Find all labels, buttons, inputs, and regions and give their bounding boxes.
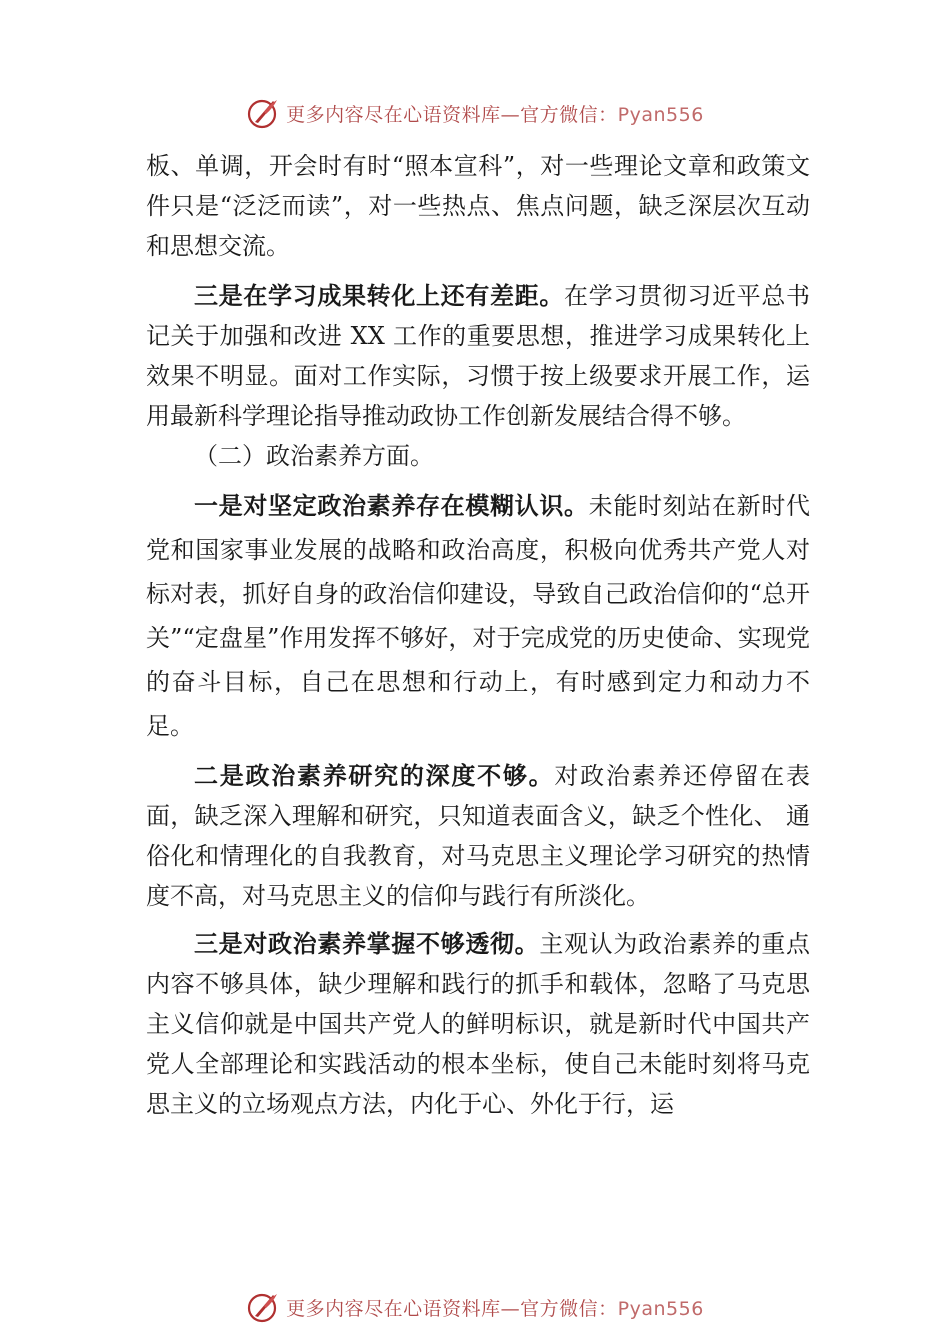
paragraph-lead: 一是对坚定政治素养存在模糊认识。	[194, 492, 589, 520]
paragraph-lead: 三是在学习成果转化上还有差距。	[194, 282, 564, 310]
footer-banner-handle: Pyan556	[617, 1297, 704, 1320]
paragraph-political-research	[146, 756, 810, 916]
section-heading: （二）政治素养方面。	[194, 442, 434, 470]
paragraph-lead: 二是政治素养研究的深度不够。	[194, 762, 555, 790]
quill-logo-icon	[246, 96, 280, 130]
paragraph-continuation: 板、单调，开会时有时“照本宣科”，对一些理论文章和政策文件只是“泛泛而读”，对一些热点、焦点问题，缺乏深层次互动和思想交流。	[146, 152, 810, 260]
footer-banner	[0, 1290, 950, 1324]
paragraph-political-mastery	[146, 924, 810, 1124]
paragraph-political-understanding	[146, 484, 810, 748]
paragraph-text: 主观认为政治素养的重点内容不够具体，缺少理解和践行的抓手和载体，忽略了马克思主义信仰就是中国共产党人的鲜明标识，就是新时代中国共产党人全部理论和实践活动的根本坐标，使自己未能时刻将马克思主义的立场观点方法，内化于心、外化于行，运	[146, 930, 811, 1118]
footer-banner-text: 更多内容尽在心语资料库—官方微信：Pyan556	[286, 1297, 704, 1320]
paragraph-text: 未能时刻站在新时代党和国家事业发展的战略和政治高度，积极向优秀共产党人对标对表，抓好自身的政治信仰建设，导致自己政治信仰的“总开关”“定盘星”作用发挥不够好，对于完成党的历史使命、实现党的奋斗目标，自己在思想和行动上，有时感到定力和动力不足。	[146, 492, 811, 740]
header-banner	[0, 96, 950, 130]
paragraph-learning-outcome	[146, 276, 810, 436]
header-banner-handle: Pyan556	[617, 103, 704, 126]
quill-logo-icon	[246, 1290, 280, 1324]
paragraph-text: 在学习贯彻习近平总书记关于加强和改进 XX 工作的重要思想，推进学习成果转化上效果不明显。面对工作实际，习惯于按上级要求开展工作，运用最新科学理论指导推动政协工作创新发展结合得不够。	[146, 282, 810, 430]
header-banner-text: 更多内容尽在心语资料库—官方微信：Pyan556	[286, 103, 704, 126]
paragraph-text: 对政治素养还停留在表面，缺乏深入理解和研究，只知道表面含义，缺乏个性化、 通俗化和情理化的自我教育，对马克思主义理论学习研究的热情度不高，对马克思主义的信仰与践行有所淡化。	[146, 762, 811, 910]
paragraph-lead: 三是对政治素养掌握不够透彻。	[194, 930, 540, 958]
document-body	[146, 146, 810, 1124]
